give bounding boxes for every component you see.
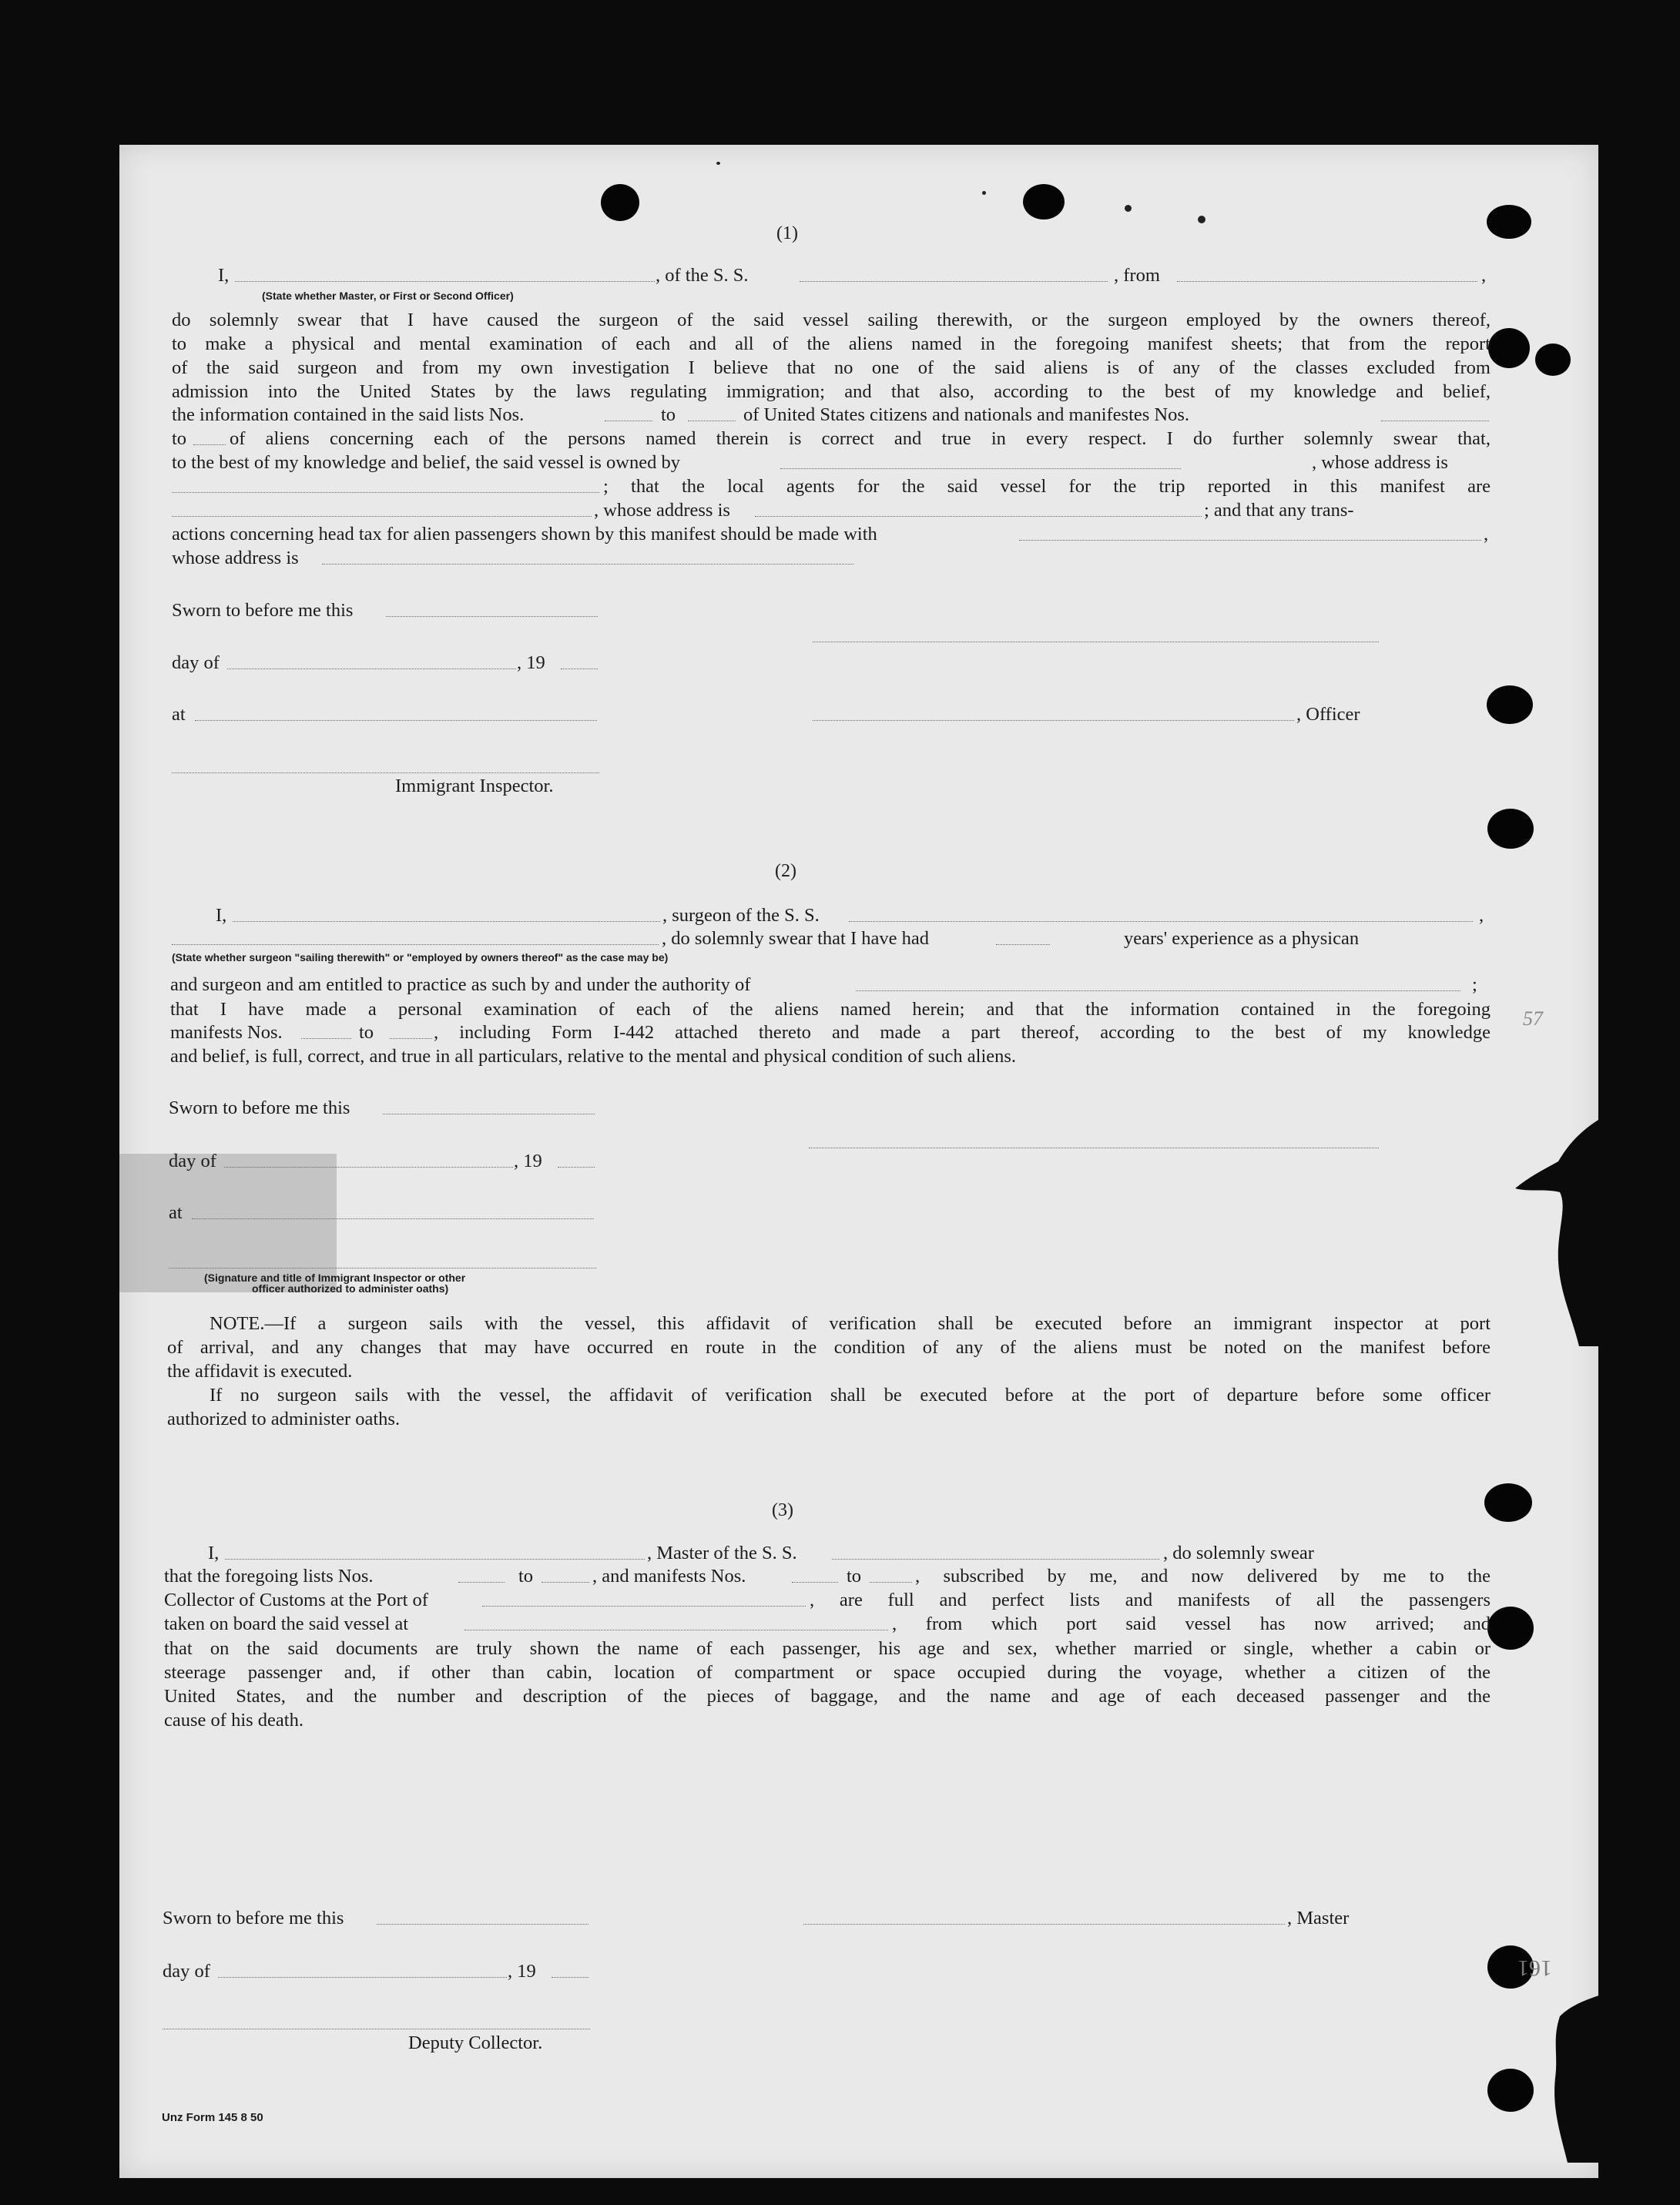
text: Sworn to before me this: [169, 1097, 350, 1118]
margin-mark: 57: [1523, 1007, 1543, 1030]
master-ship-field[interactable]: [832, 1559, 1159, 1560]
text: , from: [1114, 265, 1160, 286]
note-paragraph: [167, 1312, 1491, 1383]
text: , 19: [514, 1151, 542, 1171]
section-number: (2): [775, 861, 796, 881]
text: ,: [1479, 905, 1484, 926]
body-line: that I have made a personal examination of each of the aliens named herein; and that the information contained in the foregoing: [170, 999, 1491, 1020]
master-signature-line[interactable]: [803, 1924, 1285, 1925]
text: I,: [208, 1543, 220, 1563]
text: , do solemnly swear that I have had: [662, 928, 929, 949]
sec2-body1: [170, 997, 1491, 1021]
inspector-label: Immigrant Inspector.: [395, 776, 554, 796]
manifests-to-field[interactable]: [193, 444, 226, 445]
sworn-date-field[interactable]: [386, 616, 598, 617]
body-line: to make a physical and mental examination of each and all of the aliens named in the foregoing manifest sheets; that from the report: [172, 333, 1491, 354]
officer-title-field[interactable]: [813, 720, 1294, 721]
manifests-to-field[interactable]: [870, 1582, 912, 1583]
punch-hole: [1487, 205, 1531, 239]
lists-to-field[interactable]: [542, 1582, 589, 1583]
section-number: (3): [772, 1500, 793, 1520]
sec3-body: [164, 1637, 1491, 1732]
note2-paragraph: [167, 1383, 1491, 1431]
text: I,: [218, 265, 230, 286]
signature-caption: (Signature and title of Immigrant Inspector or other: [204, 1272, 466, 1284]
text: , 19: [508, 1961, 536, 1982]
from-field[interactable]: [1177, 281, 1477, 282]
text: at: [169, 1202, 183, 1223]
text: , are full and perfect lists and manifests of all the passengers: [810, 1590, 1491, 1610]
text: Sworn to before me this: [163, 1908, 344, 1929]
text: of United States citizens and nationals and manifestes Nos.: [743, 404, 1190, 425]
text: day of: [163, 1961, 210, 1982]
text: day of: [172, 652, 220, 673]
manifests-from-field[interactable]: [792, 1582, 838, 1583]
body-line: that on the said documents are truly shown the name of each passenger, his age and sex, whether married or single, whether a cabin or: [164, 1638, 1491, 1659]
torn-edge: [1506, 1993, 1606, 2163]
text: , including Form I-442 attached thereto and made a part thereof, according to the best of my knowledge: [434, 1022, 1491, 1043]
punch-hole: [601, 184, 639, 221]
ship-name-field[interactable]: [800, 281, 1108, 282]
text: , of the S. S.: [656, 265, 749, 286]
text: , subscribed by me, and now delivered by me to the: [915, 1566, 1491, 1587]
torn-edge: [1506, 1115, 1606, 1346]
text: , Officer: [1296, 704, 1360, 725]
year-field[interactable]: [552, 1977, 589, 1978]
text: , Master of the S. S.: [647, 1543, 797, 1563]
body-line: admission into the United States by the laws regulating immigration; and that also, according to the best of my knowledge and belief,: [172, 381, 1491, 402]
text: to: [172, 428, 187, 449]
body-line: steerage passenger and, if other than cabin, location of compartment or space occupied during the voyage, whether a citizen of the: [164, 1662, 1491, 1683]
surgeon-ship-field[interactable]: [849, 921, 1473, 922]
text: the information contained in the said lists Nos.: [172, 404, 525, 425]
text: , Master: [1287, 1908, 1350, 1929]
officer-caption: (State whether Master, or First or Second Officer): [262, 290, 514, 302]
text: , whose address is: [1312, 452, 1448, 473]
punch-hole: [1487, 809, 1534, 849]
text: I,: [216, 905, 227, 926]
body-line: United States, and the number and description of the pieces of baggage, and the name and age of each deceased passenger and the: [164, 1686, 1491, 1707]
note-line: the affidavit is executed.: [167, 1361, 353, 1382]
text: ; that the local agents for the said vessel for the trip reported in this manifest are: [603, 476, 1491, 497]
punch-hole: [1487, 1607, 1534, 1650]
surgeon-type-field[interactable]: [172, 944, 659, 945]
body-line: and belief, is full, correct, and true in all particulars, relative to the mental and physical condition of such aliens.: [170, 1046, 1017, 1067]
body-line: do solemnly swear that I have caused the surgeon of the said vessel sailing therewith, or the surgeon employed by the owners thereof,: [172, 310, 1491, 330]
text: ,: [1484, 524, 1489, 545]
text: that the foregoing lists Nos.: [164, 1566, 374, 1587]
margin-mark: 161: [1517, 1955, 1552, 1981]
note-line: authorized to administer oaths.: [167, 1409, 401, 1429]
agents-address-field[interactable]: [755, 516, 1202, 517]
text: Collector of Customs at the Port of: [164, 1590, 428, 1610]
signature-caption: officer authorized to administer oaths): [252, 1282, 449, 1295]
text: of aliens concerning each of the persons named therein is correct and true in every respect. I do further solemnly swear that,: [230, 428, 1491, 449]
lists-from-field[interactable]: [458, 1582, 505, 1583]
section-number: (1): [776, 223, 798, 243]
years-field[interactable]: [996, 944, 1050, 945]
note-line: NOTE.—If a surgeon sails with the vessel, this affidavit of verification shall be executed before an immigrant inspector at port: [210, 1313, 1491, 1334]
year-field[interactable]: [558, 1167, 595, 1168]
note-line: of arrival, and any changes that may have occurred en route in the condition of any of the aliens must be noted on the manifest before: [167, 1337, 1491, 1358]
owner-address-field[interactable]: [172, 492, 599, 493]
text: actions concerning head tax for alien passengers shown by this manifest should be made with: [172, 524, 877, 545]
text: , from which port said vessel has now arrived; and: [892, 1614, 1491, 1634]
officer-field[interactable]: [235, 281, 655, 282]
head-tax-field[interactable]: [1019, 540, 1481, 541]
port-field[interactable]: [482, 1606, 806, 1607]
note-line: If no surgeon sails with the vessel, the affidavit of verification shall be executed before at the port of departure before some officer: [210, 1385, 1491, 1406]
text: ,: [1481, 265, 1487, 286]
sec1-body: [172, 308, 1491, 404]
text: to: [359, 1022, 374, 1043]
text: to: [847, 1566, 862, 1587]
surgeon-caption: (State whether surgeon "sailing therewith" or "employed by owners thereof" as the case may be): [172, 951, 669, 963]
text: to: [518, 1566, 534, 1587]
punch-hole: [1487, 685, 1533, 724]
text: ;: [1472, 974, 1477, 995]
text: and surgeon and am entitled to practice as such by and under the authority of: [170, 974, 751, 995]
day-of-field[interactable]: [218, 1977, 507, 1978]
document-page: [119, 145, 1598, 2178]
text: to the best of my knowledge and belief, the said vessel is owned by: [172, 452, 680, 473]
text: , and manifests Nos.: [592, 1566, 746, 1587]
text: , whose address is: [594, 500, 730, 521]
punch-hole: [1023, 184, 1065, 219]
speck: [982, 191, 986, 195]
surgeon-name-field[interactable]: [233, 921, 660, 922]
sworn-date-field[interactable]: [377, 1924, 589, 1925]
text: ; and that any trans-: [1204, 500, 1354, 521]
inspector-signature-line[interactable]: [172, 772, 599, 773]
text: day of: [169, 1151, 216, 1171]
manifests-from-field[interactable]: [301, 1038, 351, 1039]
text: , surgeon of the S. S.: [662, 905, 820, 926]
manifests-to-field[interactable]: [390, 1038, 432, 1039]
text: , do solemnly swear: [1163, 1543, 1314, 1563]
at-field[interactable]: [195, 720, 597, 721]
master-name-field[interactable]: [225, 1559, 645, 1560]
text: taken on board the said vessel at: [164, 1614, 409, 1634]
body-line: of the said surgeon and from my own investigation I believe that no one of the said aliens is of any of the classes excluded from: [172, 357, 1491, 378]
head-tax-address-field[interactable]: [322, 564, 853, 565]
at-field[interactable]: [192, 1218, 594, 1219]
owner-field[interactable]: [780, 468, 1181, 469]
speck: [1198, 216, 1206, 223]
text: at: [172, 704, 186, 725]
text: manifests Nos.: [170, 1022, 283, 1043]
form-id: Unz Form 145 8 50: [162, 2111, 263, 2124]
punch-hole: [1535, 343, 1571, 376]
text: to: [661, 404, 676, 425]
speck: [716, 162, 720, 165]
punch-hole: [1488, 328, 1530, 368]
text: Sworn to before me this: [172, 600, 354, 621]
authority-field[interactable]: [856, 990, 1460, 991]
text: years' experience as a physican: [1124, 928, 1360, 949]
sec2-body2: [170, 1044, 1491, 1068]
punch-hole: [1484, 1483, 1532, 1522]
speck: [1125, 205, 1132, 212]
text: whose address is: [172, 548, 299, 568]
body-line: cause of his death.: [164, 1710, 303, 1731]
deputy-label: Deputy Collector.: [408, 2032, 543, 2053]
day-of-field[interactable]: [224, 1167, 513, 1168]
agents-field[interactable]: [172, 516, 592, 517]
text: , 19: [517, 652, 545, 673]
